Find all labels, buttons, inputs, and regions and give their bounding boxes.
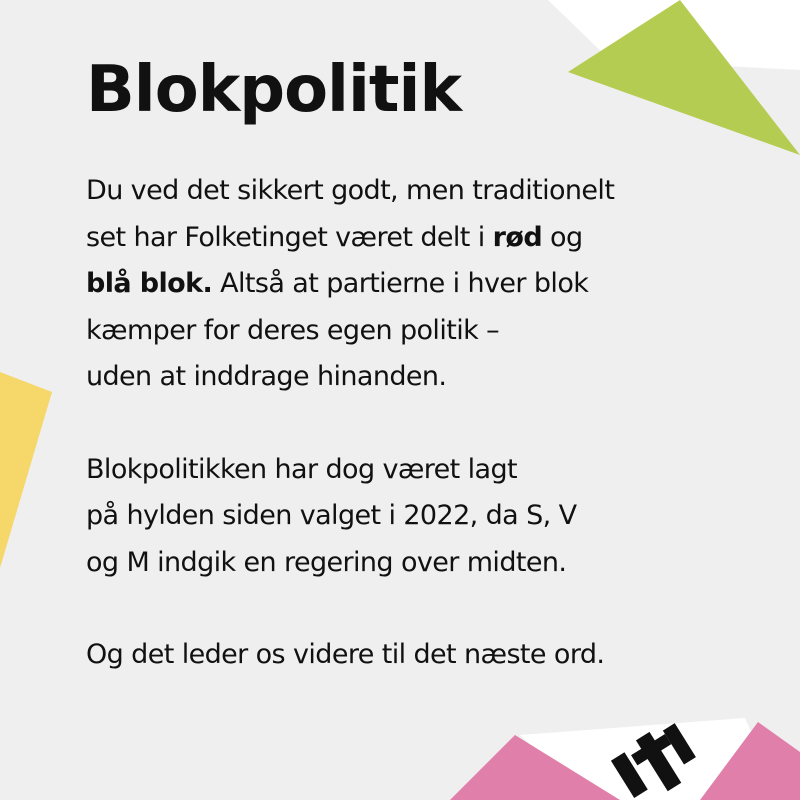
text-line: på hylden siden valget i 2022, da S, V <box>86 500 577 531</box>
main-content <box>86 52 746 679</box>
paragraph-next-word <box>86 632 746 679</box>
bold-red-text: rød <box>492 221 543 253</box>
text-line: uden at inddrage hinanden. <box>86 361 447 392</box>
text-fragment: Altså at partierne i hver blok <box>212 268 589 299</box>
paragraph-block-politics <box>86 168 746 401</box>
paragraph-since-2022 <box>86 447 746 587</box>
page-title: Blokpolitik <box>86 53 461 127</box>
text-line <box>86 215 746 262</box>
bold-blue-block-text: blå blok. <box>86 268 213 299</box>
text-line: Blokpolitikken har dog været lagt <box>86 453 518 485</box>
text-fragment: og <box>542 221 583 253</box>
text-line: kæmper for deres egen politik – <box>86 314 500 346</box>
text-fragment: set har Folketinget været delt i <box>86 221 493 253</box>
text-line <box>86 261 746 308</box>
text-line: og M indgik en regering over midten. <box>86 546 567 578</box>
text-line: Og det leder os videre til det næste ord. <box>86 639 605 670</box>
yellow-shape <box>0 372 52 568</box>
text-line: Du ved det sikkert godt, men traditionelt <box>86 175 615 206</box>
